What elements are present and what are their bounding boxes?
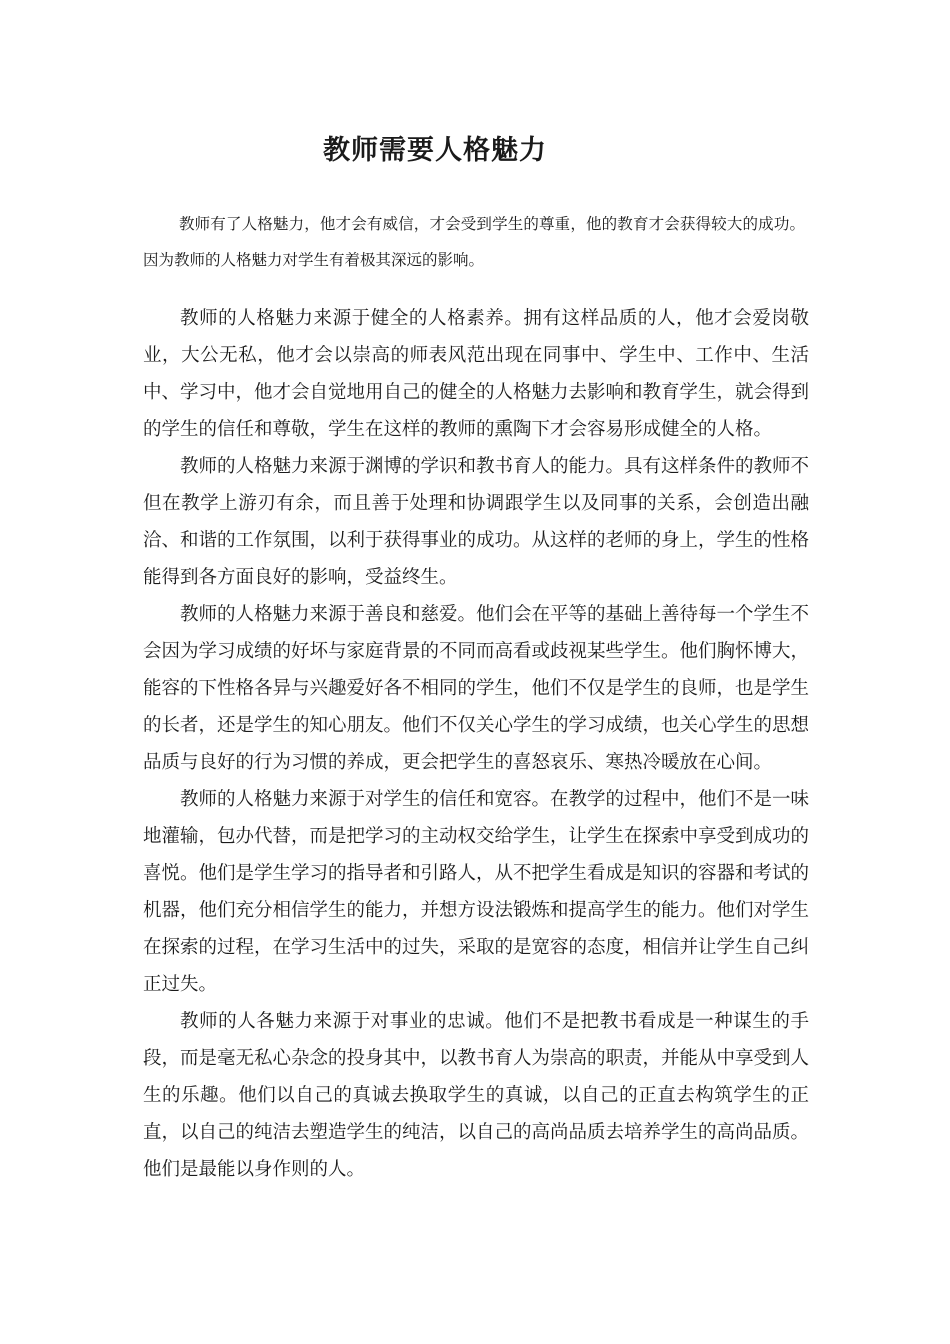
body-paragraph: 教师的人各魅力来源于对事业的忠诚。他们不是把教书看成是一种谋生的手段，而是毫无私心杂念的投身其中，以教书育人为崇高的职责，并能从中享受到人生的乐趣。他们以自己的真诚去换取学生的真诚，以自己的正直去构筑学生的正直，以自己的纯洁去塑造学生的纯洁，以自己的高尚品质去培养学生的高尚品质。他们是最能以身作则的人。: [143, 1011, 810, 1180]
body-paragraph: 教师的人格魅力来源于对学生的信任和宽容。在教学的过程中，他们不是一味地灌输，包办代替，而是把学习的主动权交给学生，让学生在探索中享受到成功的喜悦。他们是学生学习的指导者和引路人，从不把学生看成是知识的容器和考试的机器，他们充分相信学生的能力，并想方设法锻炼和提高学生的能力。他们对学生在探索的过程，在学习生活中的过失，采取的是宽容的态度，相信并让学生自己纠正过失。: [143, 789, 810, 995]
body-text: [143, 300, 809, 1188]
intro-paragraph: 教师有了人格魅力，他才会有威信，才会受到学生的尊重，他的教育才会获得较大的成功。因为教师的人格魅力对学生有着极其深远的影响。: [143, 215, 805, 269]
document-title: 教师需要人格魅力: [323, 135, 547, 166]
body-paragraph: 教师的人格魅力来源于善良和慈爱。他们会在平等的基础上善待每一个学生不会因为学习成绩的好坏与家庭背景的不同而高看或歧视某些学生。他们胸怀博大，能容的下性格各异与兴趣爱好各不相同的学生，他们不仅是学生的良师，也是学生的长者，还是学生的知心朋友。他们不仅关心学生的学习成绩，也关心学生的思想品质与良好的行为习惯的养成，更会把学生的喜怒哀乐、寒热冷暖放在心间。: [143, 604, 810, 773]
body-paragraph: 教师的人格魅力来源于渊博的学识和教书育人的能力。具有这样条件的教师不但在教学上游刃有余，而且善于处理和协调跟学生以及同事的关系，会创造出融洽、和谐的工作氛围，以利于获得事业的成功。从这样的老师的身上，学生的性格能得到各方面良好的影响，受益终生。: [143, 456, 810, 588]
body-paragraph: 教师的人格魅力来源于健全的人格素养。拥有这样品质的人，他才会爱岗敬业，大公无私，他才会以崇高的师表风范出现在同事中、学生中、工作中、生活中、学习中，他才会自觉地用自己的健全的人格魅力去影响和教育学生，就会得到的学生的信任和尊敬，学生在这样的教师的熏陶下才会容易形成健全的人格。: [143, 308, 810, 440]
